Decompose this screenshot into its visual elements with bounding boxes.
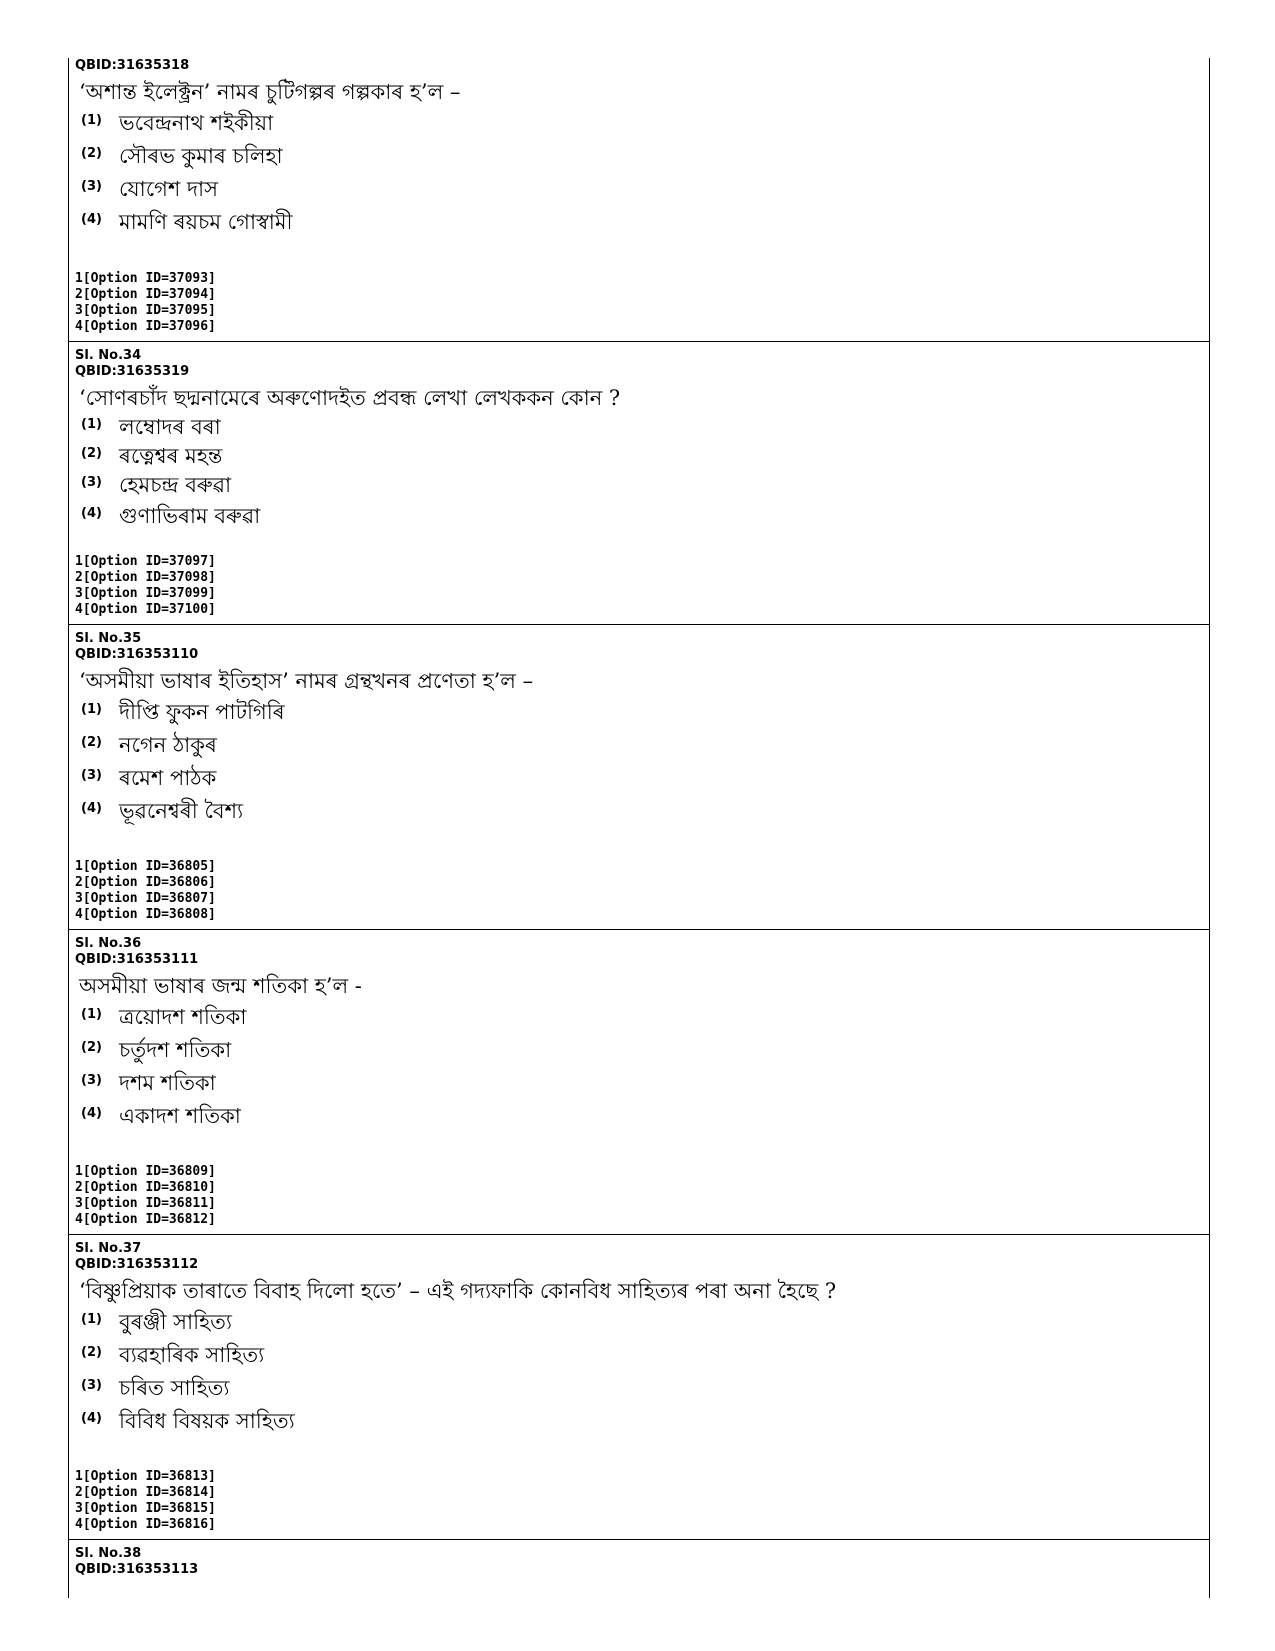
option-number: (2)	[81, 446, 102, 461]
option-text: চৰিত সাহিত্য	[119, 1376, 230, 1400]
serial-number: Sl. No.38	[75, 1546, 142, 1561]
option-id: 2[Option ID=36814]	[75, 1485, 216, 1500]
option-row	[81, 796, 1209, 829]
option-row	[81, 174, 1209, 207]
option-text: নগেন ঠাকুৰ	[119, 733, 217, 757]
option-text: যোগেশ দাস	[119, 177, 219, 201]
option-id: 3[Option ID=36815]	[75, 1501, 216, 1516]
option-text: একাদশ শতিকা	[119, 1104, 241, 1128]
option-row	[81, 1068, 1209, 1101]
question-block	[69, 624, 1209, 929]
option-id: 4[Option ID=36808]	[75, 907, 216, 922]
option-number: (3)	[81, 475, 102, 490]
option-id: 3[Option ID=36807]	[75, 891, 216, 906]
option-row	[81, 207, 1209, 240]
question-block	[69, 58, 1209, 341]
option-number: (3)	[81, 179, 102, 194]
option-number: (2)	[81, 146, 102, 161]
option-number: (1)	[81, 417, 102, 432]
option-row	[81, 697, 1209, 730]
option-text: বুৰঞ্জী সাহিত্য	[119, 1310, 232, 1334]
option-text: গুণাভিৰাম বৰুৱা	[119, 504, 261, 528]
qbid-label: QBID:31635319	[75, 364, 190, 379]
option-text: চৰ্তুদশ শতিকা	[119, 1038, 232, 1062]
option-id: 1[Option ID=37097]	[75, 554, 216, 569]
option-id: 3[Option ID=36811]	[75, 1196, 216, 1211]
option-row	[81, 472, 1209, 501]
option-id: 4[Option ID=37100]	[75, 602, 216, 617]
option-text: দীপ্তি ফুকন পাটগিৰি	[119, 700, 285, 724]
option-number: (3)	[81, 1073, 102, 1088]
option-id: 2[Option ID=37094]	[75, 287, 216, 302]
option-id: 3[Option ID=37095]	[75, 303, 216, 318]
option-number: (2)	[81, 735, 102, 750]
option-text: ব্যৱহাৰিক সাহিত্য	[119, 1343, 265, 1367]
question-block	[69, 341, 1209, 624]
qbid-label: QBID:316353112	[75, 1257, 199, 1272]
option-row	[81, 1035, 1209, 1068]
qbid-label: QBID:316353110	[75, 647, 199, 662]
question-text: ‘বিষ্ণুপ্ৰিয়াক তাৰাতে বিবাহ দিলো হতে’ – এই গদ্যফাকি কোনবিধ সাহিত্যৰ পৰা অনা হৈছে ?	[79, 1279, 837, 1303]
option-text: বিবিধ বিষয়ক সাহিত্য	[119, 1409, 295, 1433]
option-text: দশম শতিকা	[119, 1071, 216, 1095]
qbid-label: QBID:31635318	[75, 58, 190, 73]
option-row	[81, 141, 1209, 174]
option-id-list	[75, 1469, 216, 1533]
option-number: (2)	[81, 1040, 102, 1055]
option-id: 1[Option ID=37093]	[75, 271, 216, 286]
option-number: (3)	[81, 1378, 102, 1393]
option-row	[81, 443, 1209, 472]
option-id-list	[75, 1164, 216, 1228]
qbid-label: QBID:316353113	[75, 1562, 199, 1577]
option-id: 4[Option ID=36812]	[75, 1212, 216, 1227]
serial-number: Sl. No.37	[75, 1241, 142, 1256]
option-id: 4[Option ID=37096]	[75, 319, 216, 334]
option-id-list	[75, 859, 216, 923]
option-id: 1[Option ID=36805]	[75, 859, 216, 874]
question-block	[69, 1234, 1209, 1539]
option-id: 3[Option ID=37099]	[75, 586, 216, 601]
option-number: (3)	[81, 768, 102, 783]
question-text: ‘অশান্ত ইলেক্ট্ৰন’ নামৰ চুটিগল্পৰ গল্পকাৰ হ’ল –	[79, 80, 461, 104]
option-row	[81, 1406, 1209, 1439]
option-text: সৌৰভ কুমাৰ চলিহা	[119, 144, 283, 168]
option-id: 4[Option ID=36816]	[75, 1517, 216, 1532]
serial-number: Sl. No.35	[75, 631, 142, 646]
option-text: ভবেন্দ্ৰনাথ শইকীয়া	[119, 111, 274, 135]
option-row	[81, 730, 1209, 763]
serial-number: Sl. No.34	[75, 348, 142, 363]
option-row	[81, 1307, 1209, 1340]
option-id: 1[Option ID=36813]	[75, 1469, 216, 1484]
option-number: (1)	[81, 1007, 102, 1022]
option-number: (4)	[81, 1411, 102, 1426]
option-id: 1[Option ID=36809]	[75, 1164, 216, 1179]
serial-number: Sl. No.36	[75, 936, 142, 951]
option-row	[81, 1002, 1209, 1035]
option-text: মামণি ৰয়চম গোস্বামী	[119, 210, 293, 234]
option-id: 2[Option ID=37098]	[75, 570, 216, 585]
option-row	[81, 108, 1209, 141]
option-row	[81, 1340, 1209, 1373]
option-text: লম্বোদৰ বৰা	[119, 415, 221, 439]
qbid-label: QBID:316353111	[75, 952, 199, 967]
option-text: ৰমেশ পাঠক	[119, 766, 217, 790]
option-text: ত্ৰয়োদশ শতিকা	[119, 1005, 247, 1029]
option-id: 2[Option ID=36810]	[75, 1180, 216, 1195]
question-block	[69, 929, 1209, 1234]
option-number: (4)	[81, 1106, 102, 1121]
question-text: ‘অসমীয়া ভাষাৰ ইতিহাস’ নামৰ গ্ৰন্থখনৰ প্ৰণেতা হ’ল –	[79, 669, 534, 693]
option-row	[81, 763, 1209, 796]
option-number: (1)	[81, 113, 102, 128]
option-number: (1)	[81, 1312, 102, 1327]
option-row	[81, 1373, 1209, 1406]
question-sheet	[68, 58, 1210, 1598]
option-row	[81, 501, 1209, 534]
option-number: (4)	[81, 801, 102, 816]
option-number: (4)	[81, 212, 102, 227]
option-row	[81, 414, 1209, 443]
question-block	[69, 1539, 1209, 1598]
option-number: (1)	[81, 702, 102, 717]
option-text: হেমচন্দ্ৰ বৰুৱা	[119, 473, 232, 497]
option-text: ভূৱনেশ্বৰী বৈশ্য	[119, 799, 244, 823]
question-text: অসমীয়া ভাষাৰ জন্ম শতিকা হ’ল -	[79, 974, 362, 998]
option-number: (4)	[81, 506, 102, 521]
option-id-list	[75, 554, 216, 618]
question-text: ‘সোণৰচাঁদ ছদ্মনামেৰে অৰুণোদইত প্ৰবন্ধ লেখা লেখককন কোন ?	[79, 386, 621, 410]
option-id: 2[Option ID=36806]	[75, 875, 216, 890]
option-number: (2)	[81, 1345, 102, 1360]
option-text: ৰত্নেশ্বৰ মহন্ত	[119, 444, 223, 468]
option-id-list	[75, 271, 216, 335]
option-row	[81, 1101, 1209, 1134]
